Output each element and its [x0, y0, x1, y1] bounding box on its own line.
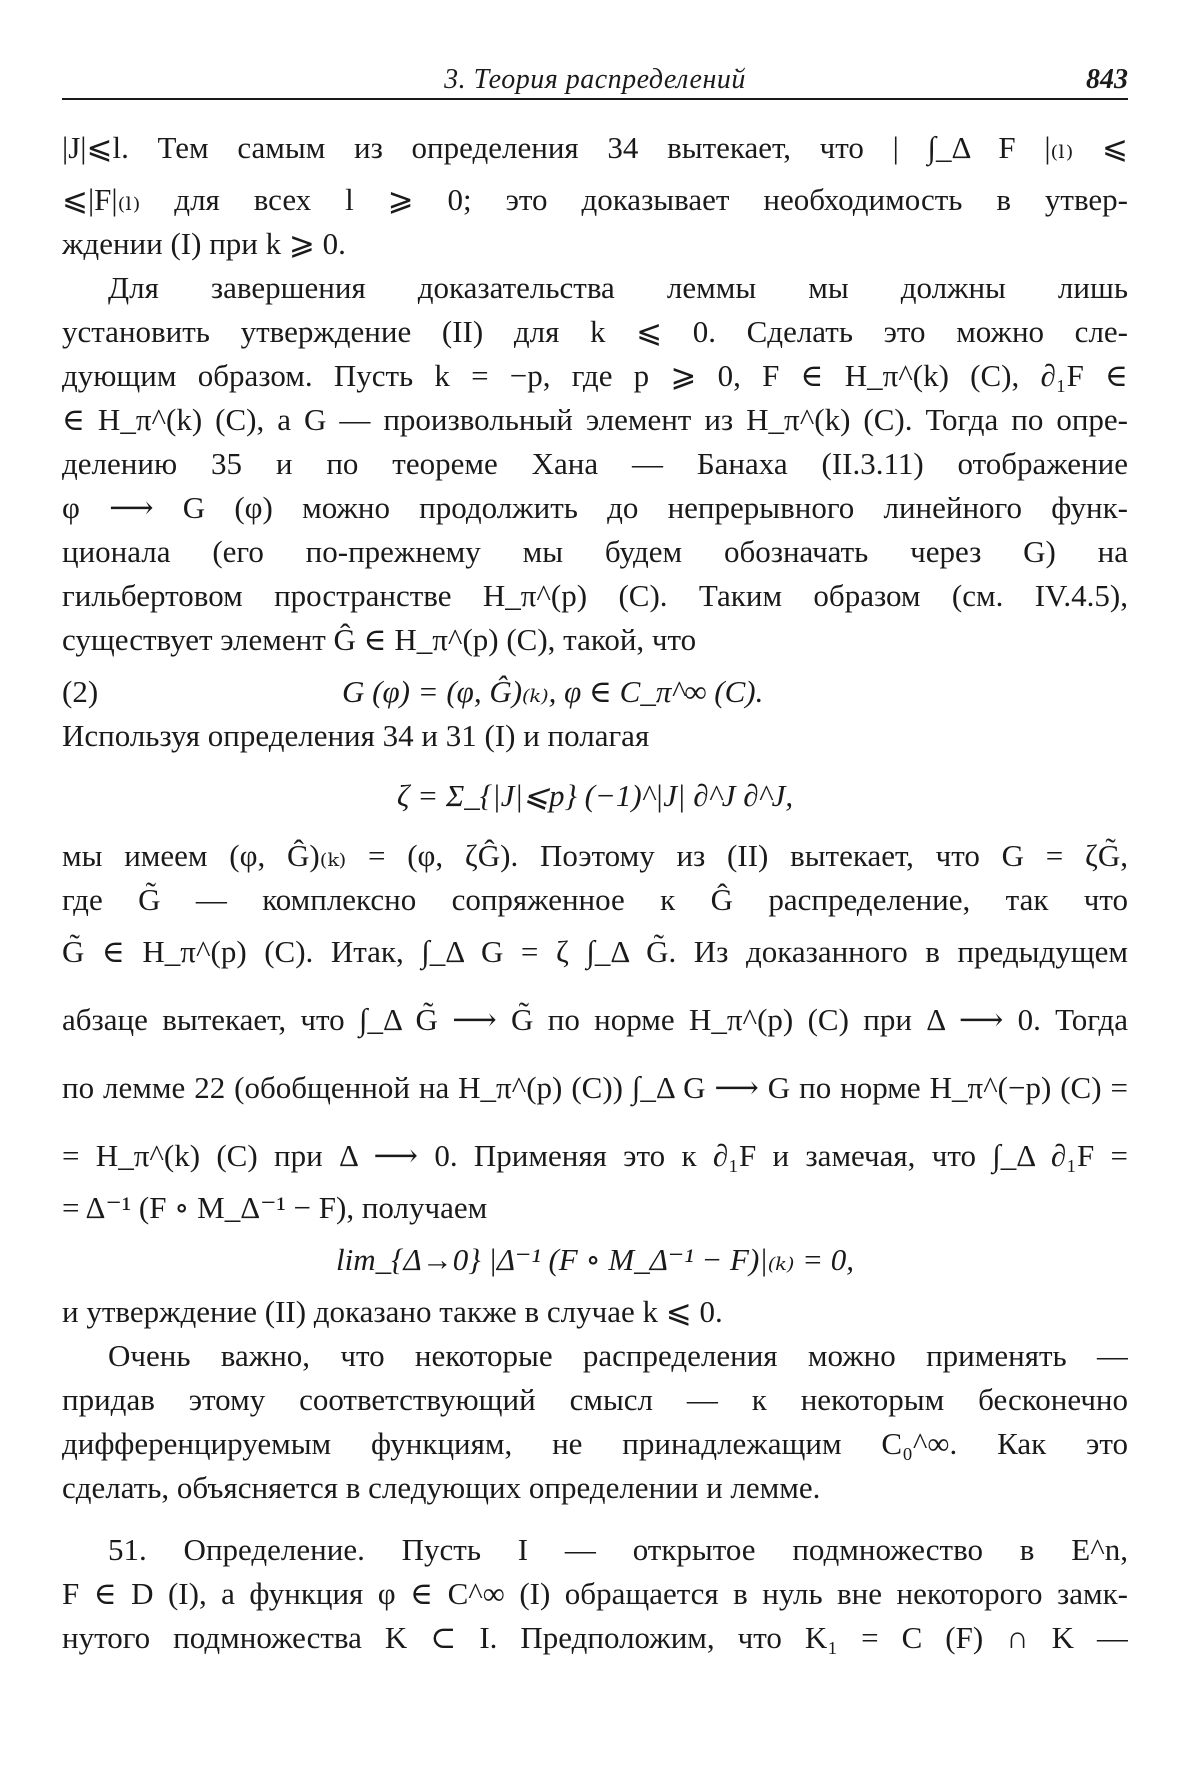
text-line: делению 35 и по теореме Хана — Банаха (II.3.11) отображение: [62, 446, 1128, 481]
text-line: придав этому соответствующий смысл — к некоторым бесконечно: [62, 1382, 1128, 1417]
text-line: установить утверждение (II) для k ⩽ 0. Сделать это можно сле-: [62, 314, 1128, 349]
text-line: = Δ⁻¹ (F ∘ M_Δ⁻¹ − F), получаем: [62, 1190, 488, 1225]
text-line: = H_π^(k) (C) при Δ ⟶ 0. Применяя это к ∂₁F и замечая, что ∫_Δ ∂₁F =: [62, 1138, 1128, 1173]
text-line: мы имеем (φ, Ĝ)₍ₖ₎ = (φ, ζĜ). Поэтому из (II) вытекает, что G = ζG̃,: [62, 838, 1128, 873]
text-line: где G̃ — комплексно сопряженное к Ĝ распределение, так что: [62, 882, 1128, 917]
page-number: 843: [1086, 64, 1128, 95]
text-line: Очень важно, что некоторые распределения можно применять —: [108, 1338, 1128, 1373]
text-line: по лемме 22 (обобщенной на H_π^(p) (C)) ∫_Δ G ⟶ G по норме H_π^(−p) (C) =: [62, 1070, 1128, 1105]
definition-heading-line: 51. Определение. Пусть I — открытое подмножество в E^n,: [108, 1532, 1128, 1567]
text-line: |J|⩽l. Тем самым из определения 34 вытекает, что | ∫_Δ F |₍ₗ₎ ⩽: [62, 130, 1128, 165]
text-line: абзаце вытекает, что ∫_Δ G̃ ⟶ G̃ по норме H_π^(p) (C) при Δ ⟶ 0. Тогда: [62, 1002, 1128, 1037]
text-line: существует элемент Ĝ ∈ H_π^(p) (C), такой, что: [62, 622, 697, 657]
text-line: F ∈ D (I), а функция φ ∈ C^∞ (I) обращается в нуль вне некоторого замк-: [62, 1576, 1128, 1611]
text-line: G̃ ∈ H_π^(p) (C). Итак, ∫_Δ G = ζ ∫_Δ G̃. Из доказанного в предыдущем: [62, 934, 1128, 969]
equation-number: (2): [62, 674, 99, 709]
text-line: Для завершения доказательства леммы мы должны лишь: [108, 270, 1128, 305]
page-header: [62, 58, 1128, 100]
equation-2: [62, 670, 1128, 714]
text-line: ∈ H_π^(k) (C), а G — произвольный элемент из H_π^(k) (C). Тогда по опре-: [62, 402, 1128, 437]
zeta-formula: ζ = Σ_{|J|⩽p} (−1)^|J| ∂^J ∂^J,: [396, 778, 794, 813]
text-line: и утверждение (II) доказано также в случае k ⩽ 0.: [62, 1294, 723, 1329]
text-line: гильбертовом пространстве H_π^(p) (C). Таким образом (см. IV.4.5),: [62, 578, 1128, 613]
text-line: сделать, объясняется в следующих определении и лемме.: [62, 1470, 821, 1505]
equation-expression: G (φ) = (φ, Ĝ)₍ₖ₎, φ ∈ C_π^∞ (C).: [342, 674, 764, 709]
text-line: дифференцируемым функциям, не принадлежащим C₀^∞. Как это: [62, 1426, 1128, 1461]
text-line: ждении (I) при k ⩾ 0.: [62, 226, 346, 261]
running-title: 3. Теория распределений: [444, 64, 746, 95]
text-line: нутого подмножества K ⊂ I. Предположим, что K₁ = C (F) ∩ K —: [62, 1620, 1128, 1655]
text-line: φ ⟶ G (φ) можно продолжить до непрерывного линейного функ-: [62, 490, 1128, 525]
text-line: ⩽|F|₍ₗ₎ для всех l ⩾ 0; это доказывает необходимость в утвер-: [62, 182, 1128, 217]
text-line: Используя определения 34 и 31 (I) и полагая: [62, 718, 650, 753]
text-line: ционала (его по-прежнему мы будем обозначать через G) на: [62, 534, 1128, 569]
page-body: [62, 118, 1128, 1660]
limit-formula: lim_{Δ→0} |Δ⁻¹ (F ∘ M_Δ⁻¹ − F)|₍ₖ₎ = 0,: [335, 1242, 854, 1277]
text-line: дующим образом. Пусть k = −p, где p ⩾ 0, F ∈ H_π^(k) (C), ∂₁F ∈: [62, 358, 1128, 393]
